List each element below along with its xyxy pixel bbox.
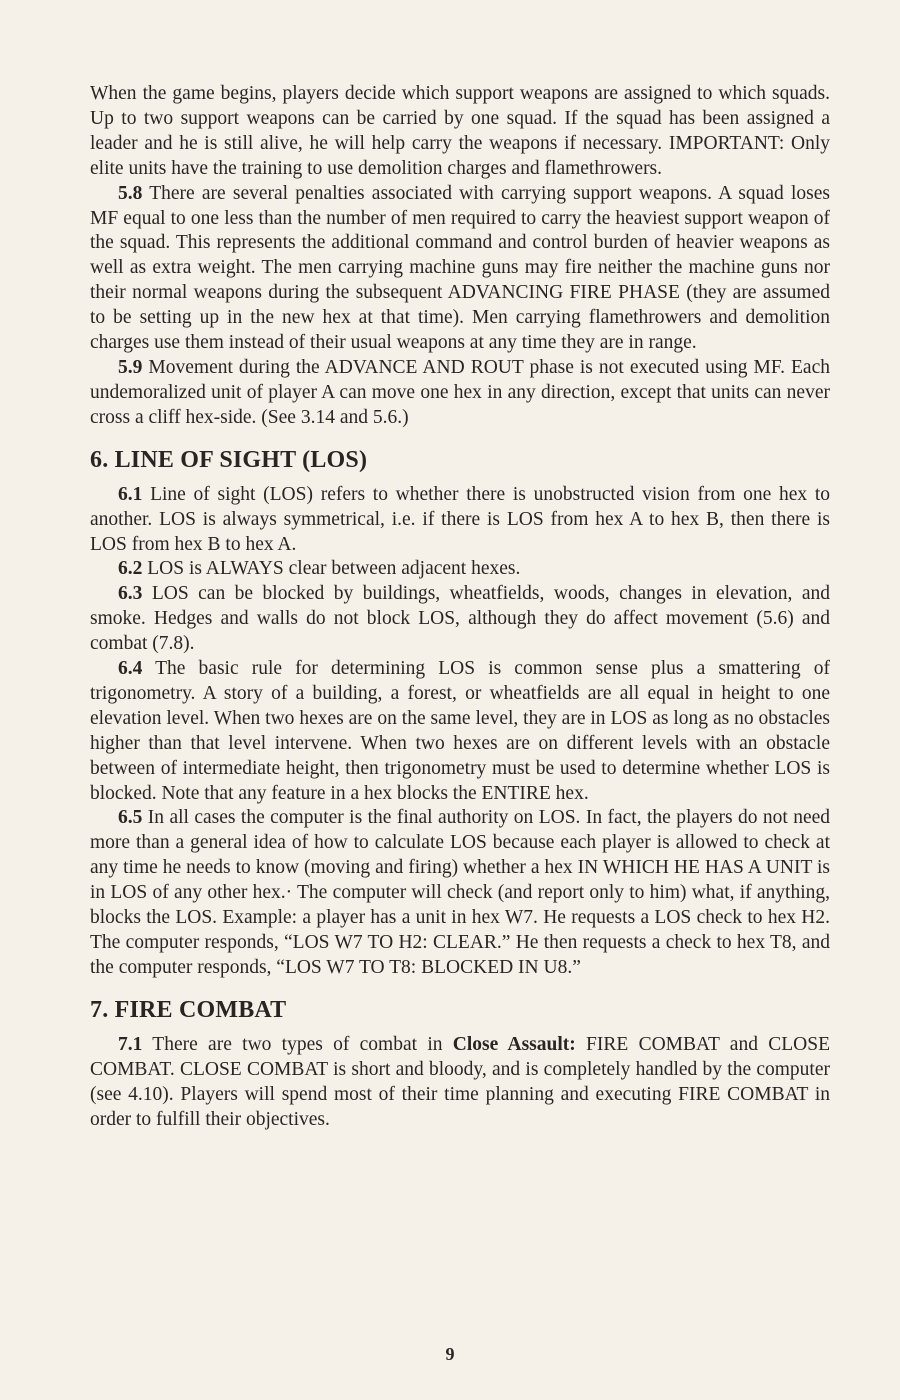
intro-paragraph: When the game begins, players decide which support weapons are assigned to which squads. Up to two support weapons can be carried by one squad. If the squad has been assigned a leader and he is still alive, he will help carry the weapons if necessary. IMPORTANT: Only elite units have the training to use demolition charges and flamethrowers. [90, 83, 830, 179]
rule-text: There are two types of combat in [142, 1033, 453, 1055]
rule-text: Movement during the ADVANCE AND ROUT phase is not executed using MF. Each undemoralized unit of player A can move one hex in any direction, except that units can never cross a cliff hex-side. (See 3.14 and 5.6.) [90, 356, 830, 428]
rule-text: There are several penalties associated with carrying support weapons. A squad loses MF equal to one less than the number of men required to carry the heaviest support weapon of the squad. This represents the additional command and control burden of heavier weapons as well as extra weight. The men carrying machine guns may fire neither the machine guns nor their normal weapons during the subsequent ADVANCING FIRE PHASE (they are assumed to be setting up in the new hex at that time). Men carrying flamethrowers and demolition charges use them instead of their usual weapons at any time they are in range. [90, 182, 830, 354]
rule-text: FIRE COMBAT and CLOSE COMBAT. CLOSE COMBAT is short and bloody, and is completely handled by the computer (see 4.10). Players will spend most of their time planning and executing FIRE COMBAT in order to fulfill their objectives. [90, 1033, 830, 1130]
rule-6-1 [90, 483, 830, 558]
rule-text: In all cases the computer is the final authority on LOS. In fact, the players do not need more than a general idea of how to calculate LOS because each player is allowed to check at any time he needs to know (moving and firing) whether a hex IN WHICH HE HAS A UNIT is in LOS of any other hex.· The computer will check (and report only to him) what, if anything, blocks the LOS. Example: a player has a unit in hex W7. He requests a LOS check to hex H2. The computer responds, “LOS W7 TO H2: CLEAR.” He then requests a check to hex T8, and the computer responds, “LOS W7 TO T8: BLOCKED IN U8.” [90, 807, 830, 978]
rule-number: 5.9 [118, 356, 143, 378]
rule-7-1 [90, 1033, 830, 1133]
section-heading-fire-combat: 7. FIRE COMBAT [90, 996, 287, 1023]
rule-number: 7.1 [118, 1033, 143, 1055]
game-title: Close Assault: [452, 1033, 576, 1055]
rule-text: LOS can be blocked by buildings, wheatfields, woods, changes in elevation, and smoke. Hedges and walls do not block LOS, although they do affect movement (5.6) and combat (7.8). [90, 583, 830, 655]
rule-text: Line of sight (LOS) refers to whether there is unobstructed vision from one hex to another. LOS is always symmetrical, i.e. if there is LOS from hex A to hex B, then there is LOS from hex B to hex A. [90, 483, 830, 555]
rule-5-8 [90, 182, 830, 356]
rule-number: 6.3 [118, 583, 143, 605]
rule-number: 6.5 [118, 807, 143, 829]
rule-number: 6.2 [118, 558, 143, 580]
rule-6-5 [90, 806, 830, 980]
rule-text: The basic rule for determining LOS is common sense plus a smattering of trigonometry. A story of a building, a forest, or wheatfields are all equal in height to one elevation level. When two hexes are on the same level, they are in LOS as long as no obstacles higher than that level intervene. When two hexes are on different levels with an obstacle between of intermediate height, then trigonometry must be used to determine whether LOS is blocked. Note that any feature in a hex blocks the ENTIRE hex. [90, 658, 830, 804]
page-number: 9 [445, 1344, 455, 1364]
rule-text: LOS is ALWAYS clear between adjacent hexes. [142, 558, 521, 580]
rule-6-4 [90, 657, 830, 806]
rule-number: 6.1 [118, 483, 143, 505]
rule-number: 5.8 [118, 182, 143, 204]
rule-6-2 [90, 557, 830, 582]
rule-number: 6.4 [118, 658, 143, 680]
rule-5-9 [90, 356, 830, 431]
rulebook-page-text [90, 82, 830, 1132]
section-heading-line-of-sight: 6. LINE OF SIGHT (LOS) [90, 446, 368, 473]
rule-6-3 [90, 582, 830, 657]
